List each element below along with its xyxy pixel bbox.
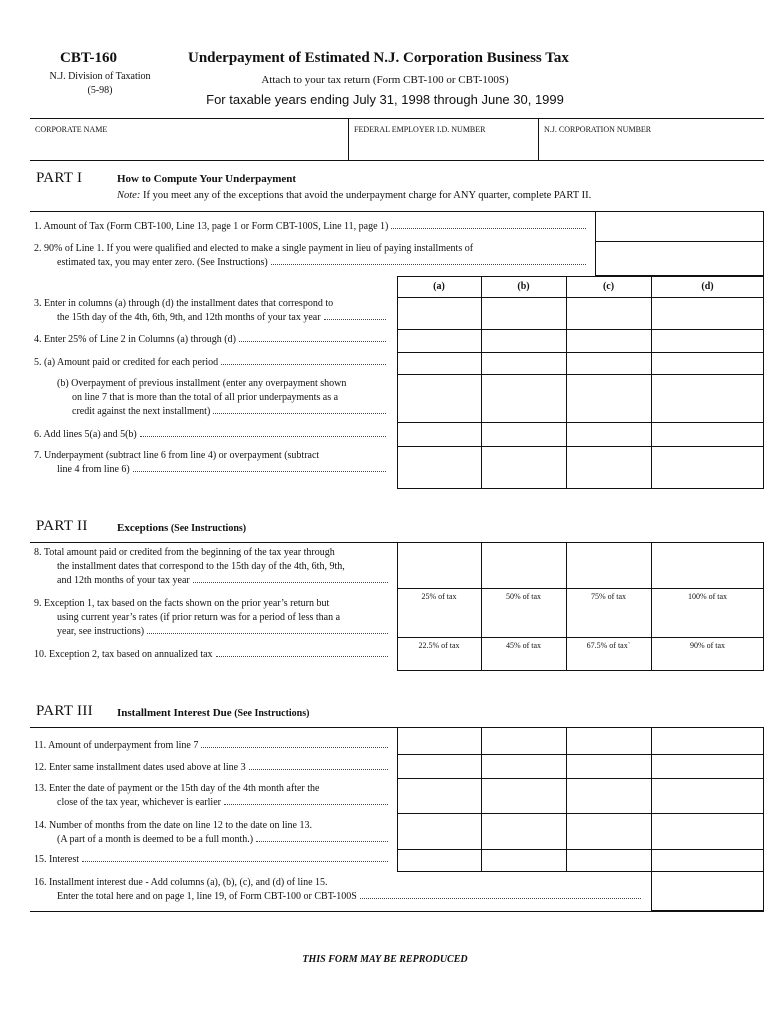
column-b-header: (b) xyxy=(517,281,530,292)
form-title: Underpayment of Estimated N.J. Corporation Business Tax xyxy=(188,50,569,66)
ex2-pct-a: 22.5% of tax xyxy=(418,641,460,650)
grid-divider xyxy=(397,446,764,447)
part3-heading-note: (See Instructions) xyxy=(234,708,310,719)
line1-text xyxy=(34,220,589,234)
identification-box xyxy=(30,118,764,161)
line5b-label-1: (b) Overpayment of previous installment (enter any overpayment shown xyxy=(57,378,347,389)
line13-label-a: 13. Enter the date of payment or the 15th day of the 4th month after the xyxy=(34,783,320,794)
part2-heading-title: Exceptions xyxy=(117,522,169,534)
line5b-label-3: credit against the next installment) xyxy=(72,406,211,417)
ex1-pct-b: 50% of tax xyxy=(505,592,542,601)
grid-divider xyxy=(397,374,764,375)
ex1-pct-d: 100% of tax xyxy=(687,592,728,601)
line14-label-b: (A part of a month is deemed to be a full month.) xyxy=(57,834,254,845)
grid-divider xyxy=(481,542,482,671)
line3-text xyxy=(34,297,389,325)
line9-label-c: year, see instructions) xyxy=(57,626,145,637)
part1-label: PART I xyxy=(36,170,83,186)
line9-label-a: 9. Exception 1, tax based on the facts shown on the prior year’s return but xyxy=(34,598,330,609)
federal-ein-field[interactable] xyxy=(348,119,538,160)
grid-divider xyxy=(651,727,652,872)
grid-divider xyxy=(397,297,764,298)
line15-text xyxy=(34,853,391,867)
column-d-header: (d) xyxy=(701,281,714,292)
column-a-header: (a) xyxy=(433,281,445,292)
part3-heading xyxy=(117,707,309,719)
line16-total-box[interactable] xyxy=(651,871,764,911)
line2-amount-cell[interactable] xyxy=(596,242,763,275)
ex2-pct-b: 45% of tax xyxy=(505,641,542,650)
federal-ein-label: FEDERAL EMPLOYER I.D. NUMBER xyxy=(354,125,486,134)
line15-label: 15. Interest xyxy=(34,854,79,865)
line14-label-a: 14. Number of months from the date on line 12 to the date on line 13. xyxy=(34,820,312,831)
line4-text xyxy=(34,333,389,347)
nj-corp-number-label: N.J. CORPORATION NUMBER xyxy=(544,125,652,134)
line8-label-a: 8. Total amount paid or credited from the beginning of the tax year through xyxy=(34,547,335,558)
line2-label-b: estimated tax, you may enter zero. (See Instructions) xyxy=(57,257,268,268)
line9-label-b: using current year’s rates (if prior return was for a period of less than a xyxy=(57,612,341,623)
part2-grid xyxy=(397,542,764,671)
line14-text xyxy=(34,819,391,847)
ex2-pct-c: 67.5% of tax` xyxy=(586,641,631,650)
revision-date: (5-98) xyxy=(87,85,113,96)
line2-text xyxy=(34,242,589,270)
reproduce-notice: THIS FORM MAY BE REPRODUCED xyxy=(302,954,468,965)
line6-label: 6. Add lines 5(a) and 5(b) xyxy=(34,429,137,440)
part3-grid xyxy=(397,727,764,872)
line1-amount-cell[interactable] xyxy=(596,212,763,240)
line10-label: 10. Exception 2, tax based on annualized tax xyxy=(34,649,213,660)
grid-divider xyxy=(481,276,482,489)
line5b-label-2: on line 7 that is more than the total of all prior underpayments as a xyxy=(72,392,339,403)
grid-divider xyxy=(397,637,764,638)
note-text: If you meet any of the exceptions that avoid the underpayment charge for ANY quarter, complete PART II. xyxy=(142,190,592,201)
line1-label: 1. Amount of Tax (Form CBT-100, Line 13, page 1 or Form CBT-100S, Line 11, page 1) xyxy=(34,221,389,232)
grid-divider xyxy=(397,422,764,423)
part3-label: PART III xyxy=(36,703,93,719)
ex1-pct-c: 75% of tax xyxy=(590,592,627,601)
line16-label-a: 16. Installment interest due - Add columns (a), (b), (c), and (d) of line 15. xyxy=(34,877,328,888)
part3-heading-title: Installment Interest Due xyxy=(117,707,232,719)
ex1-pct-a: 25% of tax xyxy=(421,592,457,601)
line11-label: 11. Amount of underpayment from line 7 xyxy=(34,740,199,751)
line9-text xyxy=(34,597,391,639)
line8-label-c: and 12th months of your tax year xyxy=(57,575,190,586)
grid-divider xyxy=(651,542,652,671)
line13-text xyxy=(34,782,391,810)
part2-heading xyxy=(117,522,246,534)
line2-label-a: 2. 90% of Line 1. If you were qualified and elected to make a single payment in lieu of paying installments of xyxy=(34,243,474,254)
line7-text xyxy=(34,449,389,477)
line3-label-b: the 15th day of the 4th, 6th, 9th, and 12th months of your tax year xyxy=(57,312,321,323)
line7-label-b: line 4 from line 6) xyxy=(57,464,130,475)
line5b-text xyxy=(34,377,389,419)
part1-grid xyxy=(397,276,764,489)
part1-heading: How to Compute Your Underpayment xyxy=(117,173,297,185)
line4-label: 4. Enter 25% of Line 2 in Columns (a) through (d) xyxy=(34,334,236,345)
grid-divider xyxy=(397,849,764,850)
note-label: Note: xyxy=(117,190,141,201)
division-name: N.J. Division of Taxation xyxy=(49,71,151,82)
line5a-text xyxy=(34,356,389,370)
grid-divider xyxy=(397,754,764,755)
part1-note xyxy=(117,190,591,201)
line6-text xyxy=(34,428,389,442)
line8-text xyxy=(34,546,391,588)
column-c-header: (c) xyxy=(602,281,615,292)
line16-label-b: Enter the total here and on page 1, line 19, of Form CBT-100 or CBT-100S xyxy=(57,891,357,902)
nj-corp-number-field[interactable] xyxy=(538,119,764,160)
grid-divider xyxy=(397,778,764,779)
grid-divider xyxy=(651,276,652,489)
line3-label-a: 3. Enter in columns (a) through (d) the installment dates that correspond to xyxy=(34,298,334,309)
grid-divider xyxy=(397,329,764,330)
line16-text xyxy=(34,876,644,904)
corporate-name-label: CORPORATE NAME xyxy=(35,125,108,134)
grid-divider xyxy=(566,542,567,671)
attach-instruction: Attach to your tax return (Form CBT-100 or CBT-100S) xyxy=(261,74,509,86)
ex2-pct-d: 90% of tax xyxy=(689,641,726,650)
corporate-name-field[interactable] xyxy=(30,119,348,160)
grid-divider xyxy=(566,276,567,489)
grid-divider xyxy=(397,588,764,589)
grid-divider xyxy=(481,727,482,872)
tax-year-range: For taxable years ending July 31, 1998 through June 30, 1999 xyxy=(206,92,564,107)
line7-label-a: 7. Underpayment (subtract line 6 from line 4) or overpayment (subtract xyxy=(34,450,320,461)
grid-divider xyxy=(397,813,764,814)
part2-label: PART II xyxy=(36,518,88,534)
line5a-label: 5. (a) Amount paid or credited for each period xyxy=(34,357,219,368)
line8-label-b: the installment dates that correspond to the 15th day of the 4th, 6th, 9th, xyxy=(57,561,345,572)
line10-text xyxy=(34,648,391,662)
line12-label: 12. Enter same installment dates used above at line 3 xyxy=(34,762,246,773)
part3-bottom-rule xyxy=(30,911,764,912)
line12-text xyxy=(34,761,391,775)
line11-text xyxy=(34,739,391,753)
grid-divider xyxy=(397,352,764,353)
line13-label-b: close of the tax year, whichever is earlier xyxy=(57,797,221,808)
part2-heading-note: (See Instructions) xyxy=(170,523,247,534)
grid-divider xyxy=(566,727,567,872)
form-number: CBT-160 xyxy=(60,50,117,66)
